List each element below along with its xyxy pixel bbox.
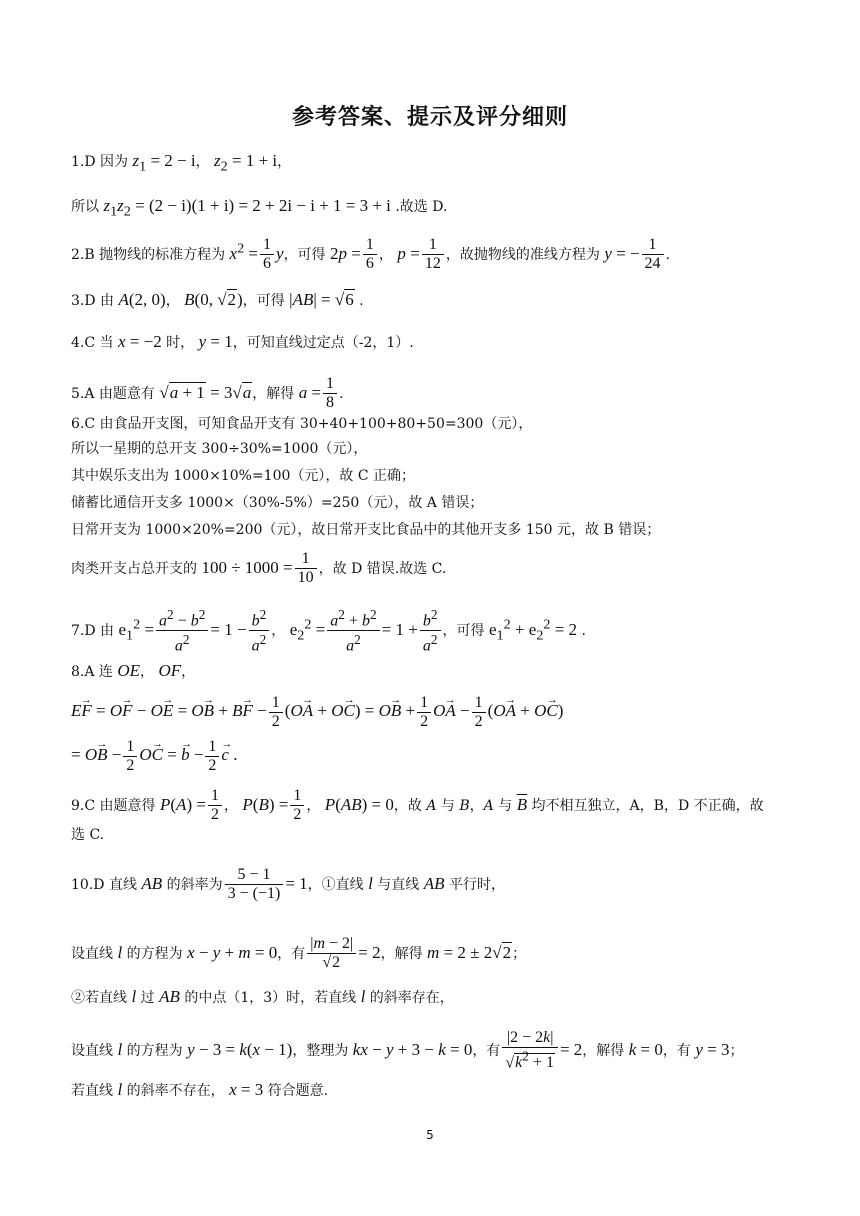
line-text: 选 C. [71,827,105,843]
answer-7 [71,606,801,656]
rendered-answer-8-c: = → OB − $\frac{1}{2}$ → OC = → b − $\frac{1}{2}$ → c . [71,745,237,764]
answer-10-line-5 [71,1081,801,1100]
rendered-answer-7: 7.D 由 $e_1^2$ = $\frac{a^2 - b^2}{a^2}$ = 1 − $\frac{b^2}{a^2}$ ， $e_2^2$ = $\frac{a^2 + b^2}{a^2}$ = 1 + $\frac{b^2}{a^2}$ ，可得 $e_1^2 + e_2^2 = 2$ . [71,607,586,655]
answer-10-line-3 [71,988,801,1007]
answer-5 [71,375,801,412]
answer-9-line-1 [71,787,801,824]
rendered-answer-10-e: 若直线 l 的斜率不存在， x = 3 符合题意. [71,1080,329,1099]
answer-8-line-3 [71,738,801,775]
rendered-answer-6-f: 肉类开支占总开支的 100 ÷ 1000 = $\frac{1}{10}$ ，故 D 错误.故选 C. [71,550,447,586]
rendered-answer-2: 2.B 抛物线的标准方程为 $x^2$ = $\frac{1}{6}$ y，可得 2p = $\frac{1}{6}$ ， p = $\frac{1}{12}$ ，故抛物线的准线方程为 y = − $\frac{1}{24}$ . [71,236,670,272]
rendered-answer-1-b: 所以 $z_1z_2 = (2 - i)(1 + i) = 2 + 2i - i + 1 = 3 + i$ .故选 D. [71,196,448,220]
answer-1-line-2 [71,197,801,220]
rendered-answer-10-b: 设直线 l 的方程为 x − y + m = 0，有 $\frac{|m - 2|}{√2}$ = 2，解得 m = 2 ± 2√2； [71,935,527,971]
page-number: 5 [426,1128,434,1142]
rendered-answer-8-a: 8.A 连 OE， OF， [71,661,196,680]
answer-10-line-1 [71,866,801,903]
page-title: 参考答案、提示及评分细则 [291,105,568,130]
line-text: 6.C 由食品开支图，可知食品开支有 30+40+100+80+50=300（元）， [71,416,533,432]
rendered-answer-10-c: ②若直线 l 过 AB 的中点（1，3）时，若直线 l 的斜率存在， [71,987,454,1006]
answer-8-line-1 [71,662,801,681]
answer-1-line-1 [71,152,801,175]
line-text: 日常开支为 1000×20%=200（元），故日常开支比食品中的其他开支多 150 元，故 B 错误； [71,522,661,538]
rendered-answer-4: 4.C 当 x = −2 时， y = 1，可知直线过定点（-2，1）. [71,332,414,351]
answer-8-line-2 [71,694,801,731]
rendered-answer-1-a: 1.D 因为 $z_1 = 2 - i$， $z_2 = 1 + i$， [71,151,292,175]
answer-6-line-4 [71,494,801,512]
line-text: 其中娱乐支出为 1000×10%=100（元），故 C 正确； [71,468,415,484]
answer-6-line-1 [71,415,801,433]
answer-10-line-4 [71,1029,801,1072]
rendered-answer-5: 5.A 由题意有 √a + 1 = 3√a，解得 a = $\frac{1}{8}$ . [71,375,344,411]
rendered-answer-8-b: → EF = → OF − → OE = → OB + → BF − $\frac{1}{2}$ (→ OA + → OC) = → OB + $\frac{1}{2}$ → OA − $\frac{1}{2}$ (→ OA + → OC) [71,701,563,720]
answer-4 [71,333,801,352]
rendered-answer-10-a: 10.D 直线 AB 的斜率为 $\frac{5 - 1}{3 - (-1)}$ = 1，①直线 l 与直线 AB 平行时， [71,866,505,902]
answer-6-line-5 [71,521,801,539]
rendered-answer-3: 3.D 由 A(2, 0)， B(0, √2)，可得 |AB| = √6 . [71,290,364,309]
rendered-answer-10-d: 设直线 l 的方程为 y − 3 = k(x − 1)，整理为 kx − y + 3 − k = 0，有 $\frac{|2 - 2k|}{√k^2 + 1}$ = 2，解得 k = 0，有 y = 3； [71,1029,744,1072]
answer-6-line-2 [71,440,801,458]
line-text: 所以一星期的总开支 300÷30%=1000（元）， [71,441,368,457]
answer-6-line-6 [71,550,801,587]
line-text: 储蓄比通信开支多 1000×（30%-5%）=250（元），故 A 错误； [71,495,484,511]
answer-2 [71,236,801,273]
answer-9-line-2 [71,826,801,844]
answer-3 [71,291,801,310]
answer-10-line-2 [71,935,801,972]
rendered-answer-9-a: 9.C 由题意得 P(A) = $\frac{1}{2}$ ， P(B) = $\frac{1}{2}$ ， P(AB) = 0，故 A 与 B，A 与 $\overline{B}$ 均不相互独立，A，B，D 不正确，故 [71,787,764,823]
answer-6-line-3 [71,467,801,485]
